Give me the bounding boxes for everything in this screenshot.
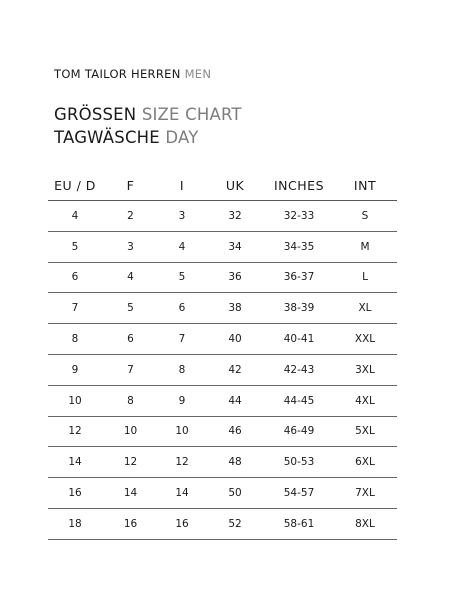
cell-f: 2 xyxy=(102,201,159,232)
cell-int: 7XL xyxy=(333,478,397,509)
cell-inches: 50-53 xyxy=(265,447,333,478)
cell-i: 8 xyxy=(159,354,205,385)
cell-f: 16 xyxy=(102,508,159,539)
cell-int: 4XL xyxy=(333,385,397,416)
column-header-uk: UK xyxy=(205,170,265,201)
cell-inches: 42-43 xyxy=(265,354,333,385)
cell-eu-d: 9 xyxy=(48,354,102,385)
cell-inches: 58-61 xyxy=(265,508,333,539)
cell-eu-d: 10 xyxy=(48,385,102,416)
cell-f: 8 xyxy=(102,385,159,416)
cell-i: 6 xyxy=(159,293,205,324)
cell-uk: 32 xyxy=(205,201,265,232)
brand-category: MEN xyxy=(184,67,212,81)
cell-i: 5 xyxy=(159,262,205,293)
cell-int: L xyxy=(333,262,397,293)
table-row xyxy=(48,447,397,478)
cell-uk: 50 xyxy=(205,478,265,509)
cell-inches: 54-57 xyxy=(265,478,333,509)
table-row xyxy=(48,385,397,416)
cell-eu-d: 12 xyxy=(48,416,102,447)
cell-i: 16 xyxy=(159,508,205,539)
cell-eu-d: 4 xyxy=(48,201,102,232)
cell-eu-d: 18 xyxy=(48,508,102,539)
subtitle-english: DAY xyxy=(165,128,199,147)
table-row xyxy=(48,354,397,385)
cell-uk: 52 xyxy=(205,508,265,539)
cell-f: 5 xyxy=(102,293,159,324)
cell-uk: 42 xyxy=(205,354,265,385)
cell-uk: 38 xyxy=(205,293,265,324)
cell-inches: 44-45 xyxy=(265,385,333,416)
cell-i: 9 xyxy=(159,385,205,416)
table-row xyxy=(48,478,397,509)
cell-uk: 40 xyxy=(205,324,265,355)
subtitle-german: TAGWÄSCHE xyxy=(54,128,160,147)
cell-inches: 46-49 xyxy=(265,416,333,447)
cell-eu-d: 8 xyxy=(48,324,102,355)
cell-inches: 32-33 xyxy=(265,201,333,232)
table-row xyxy=(48,324,397,355)
cell-f: 4 xyxy=(102,262,159,293)
page-subtitle-category xyxy=(54,127,198,149)
title-german: GRÖSSEN xyxy=(54,105,137,124)
cell-f: 6 xyxy=(102,324,159,355)
table-header-row xyxy=(48,170,397,201)
cell-i: 10 xyxy=(159,416,205,447)
cell-inches: 38-39 xyxy=(265,293,333,324)
cell-int: XL xyxy=(333,293,397,324)
size-chart-body xyxy=(48,201,397,540)
page-title-size-chart xyxy=(54,104,242,126)
column-header-int: INT xyxy=(333,170,397,201)
cell-eu-d: 16 xyxy=(48,478,102,509)
cell-f: 10 xyxy=(102,416,159,447)
title-english: SIZE CHART xyxy=(141,105,242,124)
cell-f: 14 xyxy=(102,478,159,509)
cell-f: 7 xyxy=(102,354,159,385)
cell-f: 3 xyxy=(102,231,159,262)
cell-eu-d: 6 xyxy=(48,262,102,293)
cell-inches: 34-35 xyxy=(265,231,333,262)
cell-uk: 44 xyxy=(205,385,265,416)
cell-int: 3XL xyxy=(333,354,397,385)
cell-int: M xyxy=(333,231,397,262)
cell-eu-d: 5 xyxy=(48,231,102,262)
cell-uk: 48 xyxy=(205,447,265,478)
cell-inches: 36-37 xyxy=(265,262,333,293)
cell-f: 12 xyxy=(102,447,159,478)
cell-i: 12 xyxy=(159,447,205,478)
table-row xyxy=(48,293,397,324)
cell-eu-d: 7 xyxy=(48,293,102,324)
cell-int: S xyxy=(333,201,397,232)
cell-i: 3 xyxy=(159,201,205,232)
cell-i: 7 xyxy=(159,324,205,355)
cell-uk: 34 xyxy=(205,231,265,262)
column-header-i: I xyxy=(159,170,205,201)
cell-inches: 40-41 xyxy=(265,324,333,355)
column-header-eu-d: EU / D xyxy=(48,170,102,201)
table-row xyxy=(48,231,397,262)
cell-eu-d: 14 xyxy=(48,447,102,478)
brand-line xyxy=(54,66,211,82)
column-header-inches: INCHES xyxy=(265,170,333,201)
cell-i: 4 xyxy=(159,231,205,262)
cell-int: 8XL xyxy=(333,508,397,539)
cell-uk: 36 xyxy=(205,262,265,293)
table-row xyxy=(48,416,397,447)
column-header-f: F xyxy=(102,170,159,201)
table-row xyxy=(48,262,397,293)
cell-int: 6XL xyxy=(333,447,397,478)
cell-int: 5XL xyxy=(333,416,397,447)
cell-int: XXL xyxy=(333,324,397,355)
table-row xyxy=(48,201,397,232)
size-chart-table xyxy=(48,170,397,540)
brand-name: TOM TAILOR HERREN xyxy=(54,67,181,81)
table-row xyxy=(48,508,397,539)
cell-uk: 46 xyxy=(205,416,265,447)
cell-i: 14 xyxy=(159,478,205,509)
